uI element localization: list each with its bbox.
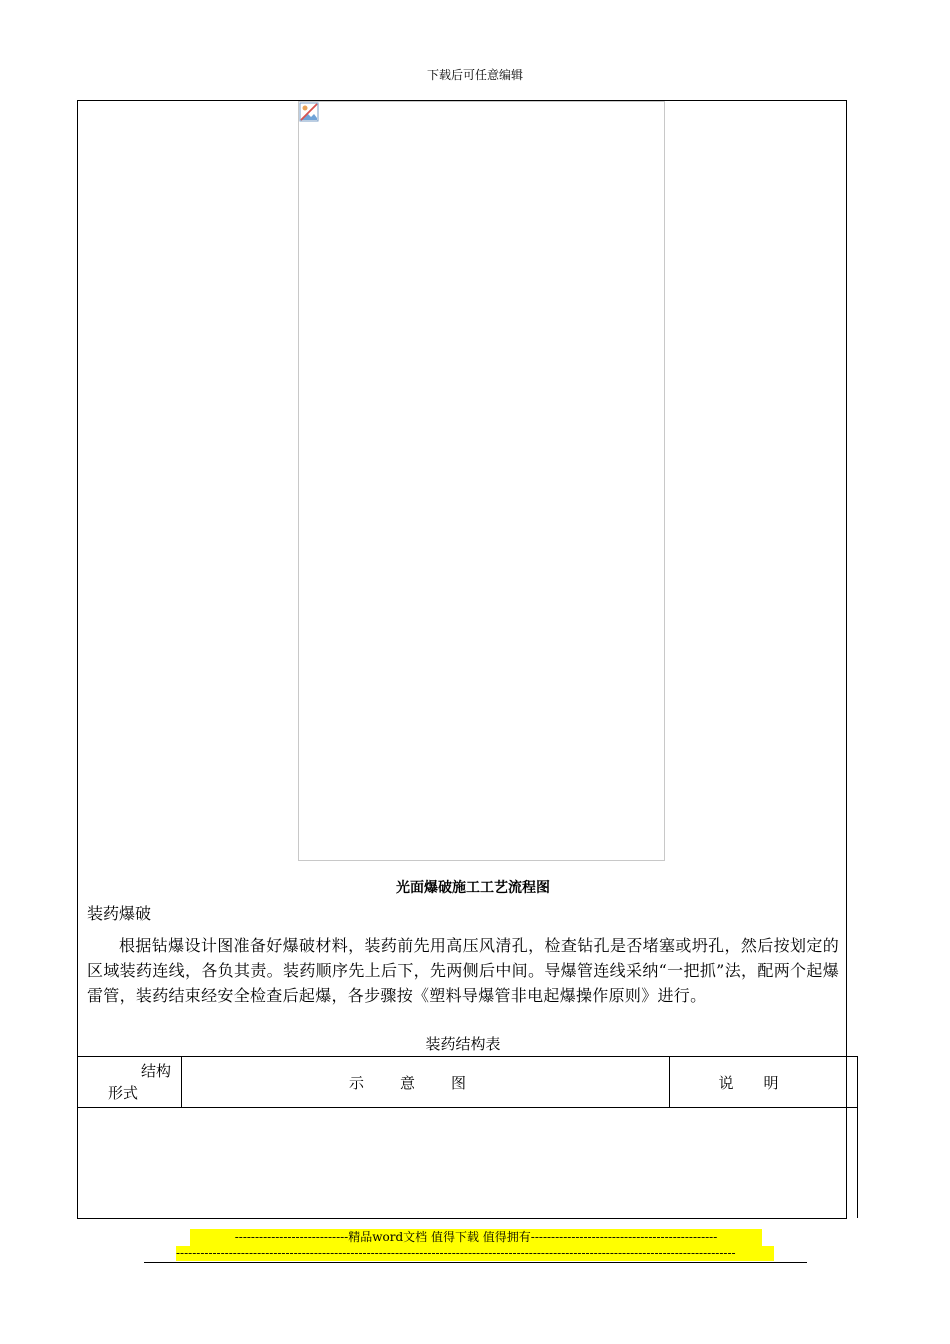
footer-banner-line2: ------------------------------------------------------------------------------------------------------------------------------------------ bbox=[176, 1246, 774, 1261]
broken-image-icon bbox=[299, 102, 319, 122]
header-structure-form bbox=[78, 1057, 182, 1108]
figure-caption: 光面爆破施工工艺流程图 bbox=[396, 880, 550, 896]
table-row bbox=[78, 1108, 858, 1219]
header-diagram: 示意图 bbox=[182, 1057, 670, 1108]
footer-banner-line1: ----------------------------精品word文档 值得下载 值得拥有---------------------------------------------- bbox=[190, 1229, 762, 1246]
section-heading: 装药爆破 bbox=[87, 904, 152, 923]
table-title: 装药结构表 bbox=[425, 1035, 501, 1053]
section-paragraph: 根据钻爆设计图准备好爆破材料，装药前先用高压风清孔，检查钻孔是否堵塞或坍孔，然后按划定的区域装药连线，各负其责。装药顺序先上后下，先两侧后中间。导爆管连线采纳“一把抓”法，配两个起爆雷管，装药结束经安全检查后起爆，各步骤按《塑料导爆管非电起爆操作原则》进行。 bbox=[87, 936, 839, 1005]
table-header-row bbox=[78, 1057, 858, 1108]
table-body-cell bbox=[78, 1108, 858, 1219]
page-header-note: 下载后可任意编辑 bbox=[426, 68, 523, 82]
flowchart-image-placeholder bbox=[298, 101, 665, 861]
header-description: 说明 bbox=[670, 1057, 858, 1108]
charge-structure-table bbox=[77, 1056, 858, 1218]
header-structure-line1: 结构 bbox=[140, 1062, 171, 1080]
header-structure-line2: 形式 bbox=[108, 1084, 139, 1102]
content-frame bbox=[77, 100, 847, 1219]
footer-divider bbox=[144, 1262, 807, 1263]
